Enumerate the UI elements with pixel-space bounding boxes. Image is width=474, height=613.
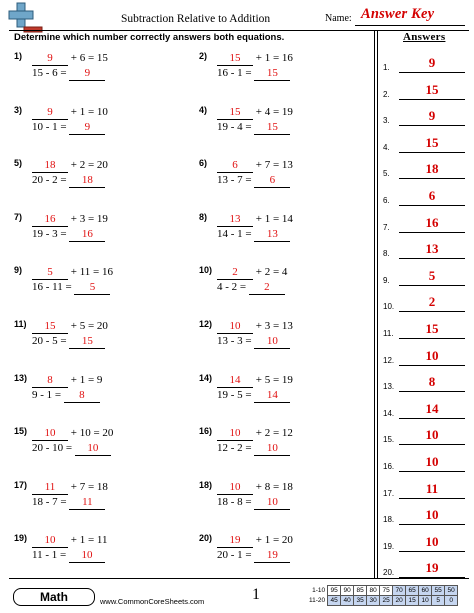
answer-blank[interactable]: 15 [69,335,105,349]
answer-value: 9 [428,55,436,70]
name-line [355,25,465,26]
subtraction-text: 18 - 8 = [217,495,252,508]
addition-equation [32,212,108,226]
answer-blank[interactable]: 13 [254,228,290,242]
answer-blank[interactable]: 16 [32,213,68,227]
problem-item [199,319,369,369]
answer-blank[interactable]: 6 [254,174,290,188]
answer-value: 10 [425,454,439,469]
answer-value: 11 [425,480,439,496]
answer-line [399,178,465,179]
answer-number: 10. [383,302,395,312]
answer-blank[interactable]: 18 [69,174,105,188]
answer-blank[interactable]: 19 [217,534,253,548]
problem-number: 8) [199,211,208,222]
addition-text: + 8 = 18 [255,480,293,493]
answer-blank[interactable]: 10 [254,496,290,510]
answer-blank[interactable]: 15 [217,52,253,66]
subtraction-equation [32,173,105,187]
problem-number: 16) [199,426,213,437]
subtraction-text: 9 - 1 = [32,388,62,401]
score-cell: 30 [367,596,380,606]
subtraction-text: 20 - 10 = [32,442,73,455]
subtraction-equation [217,388,290,402]
problem-item [199,265,369,315]
subtraction-text: 13 - 3 = [217,335,252,347]
answer-blank[interactable]: 13 [217,213,253,227]
score-cell: 55 [432,586,445,596]
header-divider [9,30,469,31]
answer-number: 7. [383,222,390,232]
problem-item [14,426,184,476]
subtraction-text: 11 - 1 = [32,549,67,562]
problem-item [14,51,184,101]
answer-blank[interactable]: 2 [249,281,285,295]
problem-item [199,426,369,476]
answer-blank[interactable]: 10 [75,442,111,456]
addition-text: + 11 = 16 [70,266,113,279]
score-cell: 5 [432,596,445,606]
answer-blank[interactable]: 10 [217,481,253,495]
subtraction-equation [32,495,105,509]
answers-heading: Answers [403,31,446,43]
score-row [308,586,458,596]
answer-line [399,524,465,525]
score-cell: 25 [380,596,393,606]
answer-line [399,365,465,366]
answer-blank[interactable]: 8 [64,389,100,403]
answer-blank[interactable]: 11 [69,496,105,510]
subtraction-text: 18 - 7 = [32,495,67,508]
answer-blank[interactable]: 5 [74,281,110,295]
answer-blank[interactable]: 14 [217,374,253,388]
answer-blank[interactable]: 2 [217,266,253,280]
answer-row [383,399,471,419]
answer-number: 8. [383,249,390,259]
answer-number: 3. [383,116,390,126]
addition-equation [32,373,102,387]
score-table [308,585,458,606]
subtraction-equation [32,120,105,134]
answer-row [383,213,471,233]
answer-number: 16. [383,462,395,471]
answer-blank[interactable]: 16 [69,228,105,242]
answer-blank[interactable]: 9 [69,121,105,135]
answer-number: 9. [383,275,390,285]
answer-line [399,498,465,499]
answer-row [383,532,471,552]
answer-blank[interactable]: 9 [32,52,68,66]
addition-text: + 1 = 16 [255,52,293,64]
subtraction-text: 4 - 2 = [217,281,247,294]
problem-number: 20) [199,533,213,544]
addition-equation [32,480,108,494]
problem-number: 13) [14,372,28,383]
score-range-label: 1-10 [312,587,326,594]
addition-text: + 10 = 20 [70,427,114,440]
answer-blank[interactable]: 10 [32,534,68,548]
answer-row [383,133,471,153]
score-cell: 0 [445,596,458,606]
answer-value: 13 [425,241,439,257]
subtraction-equation [217,173,290,187]
subtraction-text: 20 - 2 = [32,174,67,187]
addition-equation [217,212,293,226]
addition-equation [217,480,293,494]
problem-number: 2) [199,51,208,61]
answer-row [383,479,471,499]
addition-text: + 7 = 18 [70,480,108,493]
answer-value: 16 [425,214,439,230]
answer-row [383,319,471,339]
answer-row [383,425,471,445]
answer-row [383,80,471,100]
answer-value: 5 [428,267,436,283]
problem-number: 11) [14,319,27,329]
answer-row [383,186,471,206]
addition-text: + 1 = 14 [255,212,293,225]
worksheet-title: Subtraction Relative to Addition [121,13,271,25]
problem-item [199,158,369,208]
subtraction-text: 15 - 6 = [32,67,67,79]
problem-number: 3) [14,104,23,115]
answer-line [399,471,465,472]
addition-equation [32,319,108,333]
column-divider [374,31,375,579]
subtraction-text: 20 - 5 = [32,335,67,347]
answer-value: 9 [428,108,436,124]
name-label: Name: [325,13,352,24]
addition-equation [32,51,108,65]
problem-number: 7) [14,211,23,222]
subtraction-text: 13 - 7 = [217,174,252,187]
score-cell: 60 [419,586,432,596]
subtraction-text: 19 - 3 = [32,227,67,240]
answer-blank[interactable]: 15 [254,121,290,135]
addition-text: + 2 = 4 [255,266,288,279]
answer-row [383,372,471,392]
answer-number: 5. [383,169,390,179]
problem-number: 17) [14,479,28,490]
problem-item [14,373,184,423]
answer-blank[interactable]: 8 [32,374,68,388]
problem-item [199,373,369,423]
answer-line [399,258,465,259]
addition-text: + 3 = 13 [255,320,293,332]
answer-value: 10 [425,507,439,523]
site-url: www.CommonCoreSheets.com [100,597,205,606]
subtraction-equation [217,120,290,134]
score-cell: 95 [328,586,341,596]
problem-item [14,319,184,369]
problem-item [199,480,369,530]
answer-number: 4. [383,142,390,152]
problem-number: 19) [14,533,28,544]
problem-item [14,212,184,262]
answer-blank[interactable]: 6 [217,159,253,173]
answer-value: 10 [425,533,439,549]
answer-blank[interactable]: 5 [32,266,68,280]
problem-item [14,480,184,530]
answer-row [383,292,471,312]
score-cell: 50 [445,586,458,596]
subtraction-text: 19 - 5 = [217,388,252,401]
addition-text: + 1 = 11 [70,534,108,547]
answer-number: 1. [383,63,390,72]
answer-blank[interactable]: 15 [254,67,290,81]
score-row [308,596,458,606]
answer-number: 19. [383,541,395,551]
answer-line [399,232,465,233]
score-cell: 70 [393,586,406,596]
page-number: 1 [252,586,260,603]
answer-blank[interactable]: 10 [32,427,68,441]
answer-value: 15 [425,81,439,97]
addition-text: + 6 = 15 [70,52,108,64]
score-range-label: 11-20 [309,597,326,604]
instructions: Determine which number correctly answers both equations. [14,32,285,43]
problem-number: 5) [14,158,23,169]
addition-text: + 4 = 19 [255,105,293,118]
answer-blank[interactable]: 19 [254,549,290,563]
answer-number: 14. [383,408,395,418]
subtraction-equation [32,441,111,455]
answer-number: 15. [383,435,395,445]
answer-line [399,338,465,339]
score-cell: 15 [406,596,419,606]
answer-value: 15 [425,321,439,336]
answer-line [399,285,465,286]
problem-number: 1) [14,51,23,61]
score-cell: 40 [341,596,354,606]
subtraction-text: 16 - 1 = [217,67,252,79]
problem-number: 18) [199,479,213,490]
answer-line [399,391,465,392]
addition-equation [32,265,113,279]
subtraction-equation [217,227,290,241]
problem-number: 10) [199,265,213,276]
addition-equation [217,51,293,65]
answer-blank[interactable]: 10 [217,320,253,334]
addition-text: + 5 = 19 [255,373,293,386]
answer-line [399,311,465,312]
answer-blank[interactable]: 11 [32,481,68,495]
answer-number: 18. [383,515,395,525]
subtraction-equation [32,548,105,562]
answer-row [383,452,471,472]
answer-value: 10 [425,347,439,363]
answer-value: 14 [425,400,439,416]
addition-equation [217,373,293,387]
subtraction-equation [217,548,290,562]
subtraction-equation [217,334,290,348]
problem-item [199,51,369,101]
addition-text: + 1 = 9 [70,373,103,386]
subtraction-equation [32,227,105,241]
answer-line [399,551,465,552]
score-cell: 35 [354,596,367,606]
problem-item [14,105,184,155]
addition-equation [217,426,293,440]
answer-blank[interactable]: 10 [254,335,290,349]
problem-number: 14) [199,372,213,383]
subtraction-text: 10 - 1 = [32,120,67,133]
answer-line [399,99,465,100]
problem-item [14,158,184,208]
subtraction-text: 14 - 1 = [217,227,252,240]
score-cell: 45 [328,596,341,606]
answer-line [399,152,465,153]
score-cell: 20 [393,596,406,606]
answer-number: 13. [383,382,395,392]
answer-number: 2. [383,89,390,99]
answer-blank[interactable]: 15 [32,320,68,334]
problem-number: 4) [199,104,208,115]
score-cell: 90 [341,586,354,596]
addition-text: + 2 = 12 [255,427,293,440]
answer-line [399,205,465,206]
problem-item [14,265,184,315]
problem-item [199,533,369,583]
addition-equation [217,533,293,547]
addition-equation [32,158,108,172]
addition-text: + 3 = 19 [70,212,108,225]
column-divider [377,31,378,579]
answer-row [383,266,471,286]
answer-row [383,558,471,578]
addition-equation [32,426,113,440]
problem-item [199,105,369,155]
answer-blank[interactable]: 10 [217,427,253,441]
score-cell: 85 [354,586,367,596]
problem-item [199,212,369,262]
subtraction-equation [32,66,105,80]
subtraction-equation [217,441,290,455]
answer-line [399,418,465,419]
subtraction-text: 12 - 2 = [217,442,252,455]
answer-key-label: Answer Key [361,6,435,22]
answer-value: 15 [425,134,439,150]
answer-blank[interactable]: 14 [254,389,290,403]
score-cell: 75 [380,586,393,596]
answer-row [383,53,471,73]
answer-value: 18 [425,161,439,177]
answer-line [399,125,465,126]
addition-equation [32,533,108,547]
problem-number: 12) [199,319,213,329]
subtraction-text: 16 - 11 = [32,281,72,294]
answer-blank[interactable]: 18 [32,159,68,173]
answer-row [383,106,471,126]
addition-text: + 7 = 13 [255,159,293,172]
answer-blank[interactable]: 10 [69,549,105,563]
score-cell: 10 [419,596,432,606]
answer-number: 6. [383,196,390,205]
addition-text: + 1 = 10 [70,105,108,118]
answer-number: 20. [383,568,395,578]
answer-row [383,346,471,366]
answer-number: 17. [383,488,395,498]
answer-value: 6 [428,188,436,203]
subtraction-equation [217,66,290,80]
answer-row [383,159,471,179]
subtraction-equation [32,334,105,348]
problem-number: 6) [199,158,208,169]
answer-blank[interactable]: 15 [217,106,253,120]
subtraction-equation [217,495,290,509]
answer-line [399,72,465,73]
answer-number: 11. [383,329,394,338]
score-cell: 65 [406,586,419,596]
addition-text: + 1 = 20 [255,534,293,547]
addition-text: + 5 = 20 [70,320,108,332]
addition-equation [217,319,293,333]
answer-line [399,444,465,445]
answer-blank[interactable]: 10 [254,442,290,456]
addition-equation [217,105,293,119]
answer-row [383,239,471,259]
subtraction-equation [217,280,285,294]
addition-equation [217,158,293,172]
subtraction-equation [32,388,100,402]
addition-text: + 2 = 20 [70,159,108,172]
subtraction-text: 19 - 4 = [217,120,252,133]
subject-badge: Math [13,588,95,606]
subtraction-equation [32,280,110,294]
answer-value: 19 [425,560,439,576]
problem-number: 15) [14,426,28,437]
answer-blank[interactable]: 9 [32,106,68,120]
answer-blank[interactable]: 9 [69,67,105,81]
addition-equation [217,265,287,279]
addition-equation [32,105,108,119]
answer-value: 10 [425,427,439,443]
answer-row [383,505,471,525]
score-cell: 80 [367,586,380,596]
subtraction-text: 20 - 1 = [217,549,252,562]
answer-number: 12. [383,355,395,365]
problem-number: 9) [14,265,23,276]
answer-value: 8 [428,374,436,390]
problem-item [14,533,184,583]
answer-value: 2 [428,294,436,310]
footer-divider [9,578,469,579]
